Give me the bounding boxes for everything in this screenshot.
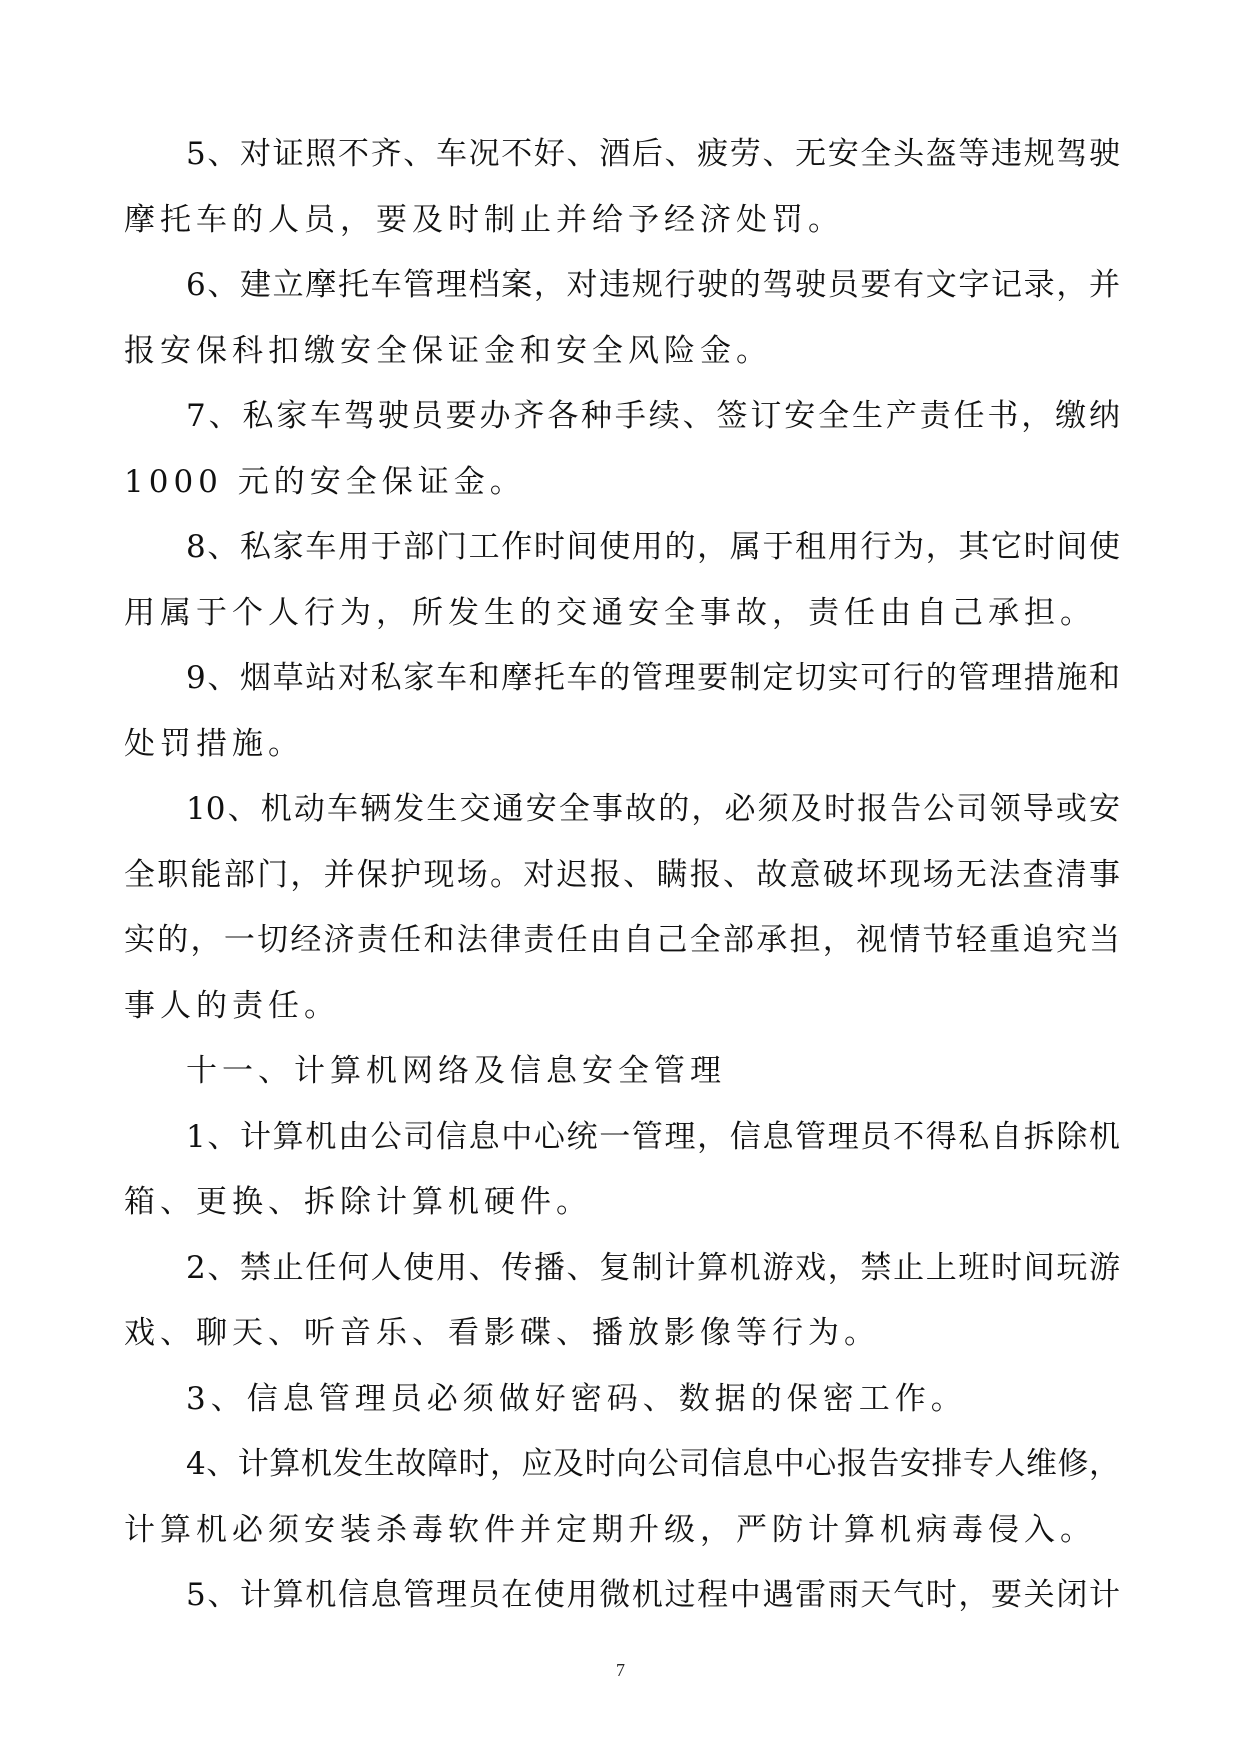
text-line: 全职能部门，并保护现场。对迟报、瞒报、故意破坏现场无法查清事 xyxy=(124,856,1120,893)
text-line: 用属于个人行为，所发生的交通安全事故，责任由自己承担。 xyxy=(124,594,1096,631)
text-line: 8、私家车用于部门工作时间使用的，属于租用行为，其它时间使 xyxy=(186,529,1120,565)
text-line: 3、信息管理员必须做好密码、数据的保密工作。 xyxy=(186,1380,967,1417)
text-line: 计算机必须安装杀毒软件并定期升级，严防计算机病毒侵入。 xyxy=(124,1511,1096,1548)
text-line: 摩托车的人员，要及时制止并给予经济处罚。 xyxy=(124,201,844,238)
document-body xyxy=(124,122,1120,1629)
text-line: 6、建立摩托车管理档案，对违规行驶的驾驶员要有文字记录，并 xyxy=(186,267,1120,303)
text-line: 实的，一切经济责任和法律责任由自己全部承担，视情节轻重追究当 xyxy=(124,922,1120,958)
text-line: 报安保科扣缴安全保证金和安全风险金。 xyxy=(124,332,772,369)
text-line: 9、烟草站对私家车和摩托车的管理要制定切实可行的管理措施和 xyxy=(186,660,1120,696)
text-line: 箱、更换、拆除计算机硬件。 xyxy=(124,1184,592,1220)
text-line: 4、计算机发生故障时，应及时向公司信息中心报告安排专人维修， xyxy=(186,1446,1120,1482)
text-line: 7、私家车驾驶员要办齐各种手续、签订安全生产责任书，缴纳 xyxy=(186,398,1120,434)
text-line: 1、计算机由公司信息中心统一管理，信息管理员不得私自拆除机 xyxy=(186,1118,1120,1155)
text-line: 1000 元的安全保证金。 xyxy=(124,463,526,500)
text-line: 5、计算机信息管理员在使用微机过程中遇雷雨天气时，要关闭计 xyxy=(186,1577,1120,1613)
text-line: 2、禁止任何人使用、传播、复制计算机游戏，禁止上班时间玩游 xyxy=(186,1249,1120,1286)
text-line: 处罚措施。 xyxy=(124,725,304,762)
page-number: 7 xyxy=(616,1660,625,1680)
text-line: 5、对证照不齐、车况不好、酒后、疲劳、无安全头盔等违规驾驶 xyxy=(186,136,1120,172)
text-line: 事人的责任。 xyxy=(124,987,340,1024)
section-heading: 十一、计算机网络及信息安全管理 xyxy=(186,1053,726,1089)
text-line: 10、机动车辆发生交通安全事故的，必须及时报告公司领导或安 xyxy=(186,791,1120,827)
text-line: 戏、聊天、听音乐、看影碟、播放影像等行为。 xyxy=(124,1315,880,1351)
